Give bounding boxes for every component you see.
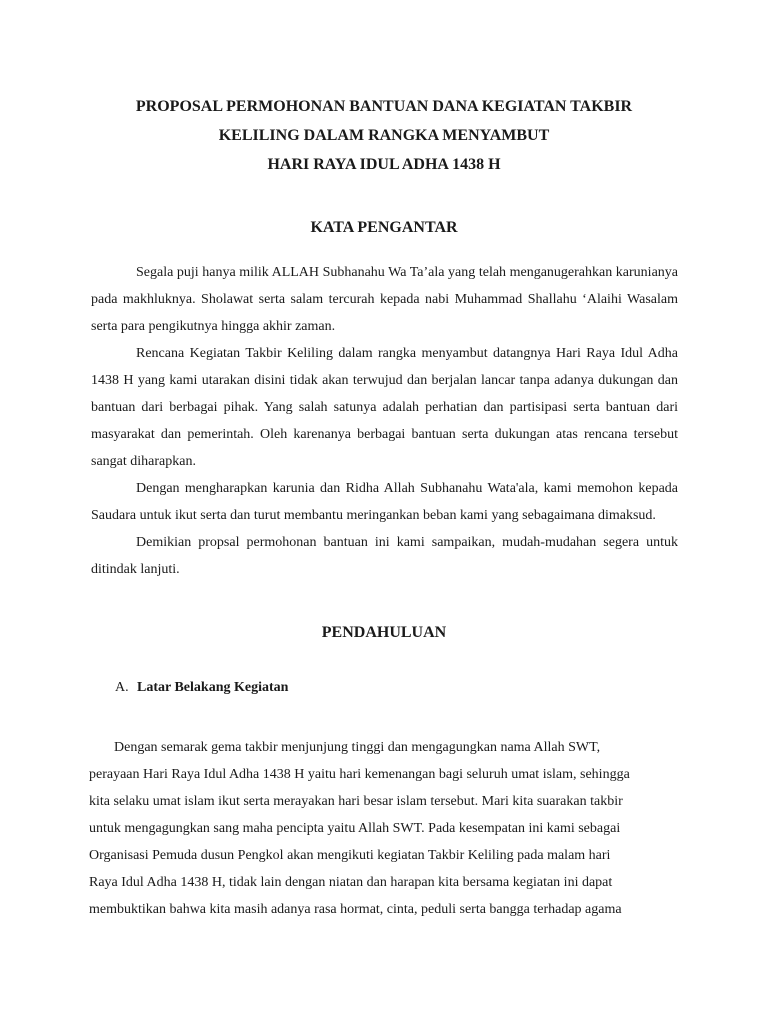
kata-pengantar-heading: KATA PENGANTAR [310, 219, 458, 236]
proposal-title [0, 92, 768, 179]
subsection-label: Latar Belakang Kegiatan [137, 680, 289, 695]
kata-pengantar-paragraph-2: Rencana Kegiatan Takbir Keliling dalam rangka menyambut datangnya Hari Raya Idul Adha 1438 H yang kami utarakan disini tidak akan terwujud dan berjalan lancar tanpa adanya dukungan dan bantuan dari berbagai pihak. Yang salah satunya adalah perhatian dan partisipasi serta bantuan dari masyarakat dan pemerintah. Oleh karenanya berbagai bantuan serta dukungan atas rencana tersebut sangat diharapkan. [91, 346, 678, 469]
latar-belakang-line-7: membuktikan bahwa kita masih adanya rasa hormat, cinta, peduli serta bangga terhadap agama [89, 902, 622, 917]
latar-belakang-line-1: Dengan semarak gema takbir menjunjung tinggi dan mengagungkan nama Allah SWT, [114, 740, 601, 755]
subsection-marker: A. [115, 680, 129, 695]
latar-belakang-subheading [115, 680, 288, 696]
kata-pengantar-paragraph-3: Dengan mengharapkan karunia dan Ridha Allah Subhanahu Wata'ala, kami memohon kepada Saudara untuk ikut serta dan turut membantu meringankan beban kami yang sebagaimana dimaksud. [91, 481, 678, 523]
title-line-2: KELILING DALAM RANGKA MENYAMBUT [218, 127, 550, 144]
kata-pengantar-body [91, 259, 678, 583]
latar-belakang-line-4: untuk mengagungkan sang maha pencipta yaitu Allah SWT. Pada kesempatan ini kami sebagai [89, 821, 621, 836]
kata-pengantar-paragraph-4: Demikian propsal permohonan bantuan ini kami sampaikan, mudah-mudahan segera untuk ditindak lanjuti. [91, 535, 678, 577]
latar-belakang-line-6: Raya Idul Adha 1438 H, tidak lain dengan niatan dan harapan kita bersama kegiatan ini dapat [89, 875, 613, 890]
pendahuluan-heading: PENDAHULUAN [321, 624, 447, 641]
title-line-3: HARI RAYA IDUL ADHA 1438 H [267, 156, 501, 173]
latar-belakang-body [89, 734, 681, 923]
latar-belakang-line-5: Organisasi Pemuda dusun Pengkol akan mengikuti kegiatan Takbir Keliling pada malam hari [89, 848, 611, 863]
latar-belakang-line-2: perayaan Hari Raya Idul Adha 1438 H yaitu hari kemenangan bagi seluruh umat islam, sehingga [89, 767, 630, 782]
title-line-1: PROPOSAL PERMOHONAN BANTUAN DANA KEGIATAN TAKBIR [135, 98, 633, 115]
latar-belakang-line-3: kita selaku umat islam ikut serta merayakan hari besar islam tersebut. Mari kita suarakan takbir [89, 794, 623, 809]
kata-pengantar-paragraph-1: Segala puji hanya milik ALLAH Subhanahu Wa Ta’ala yang telah menganugerahkan karunianya pada makhluknya. Sholawat serta salam tercurah kepada nabi Muhammad Shallahu ‘Alaihi Wasalam serta para pengikutnya hingga akhir zaman. [91, 265, 678, 334]
